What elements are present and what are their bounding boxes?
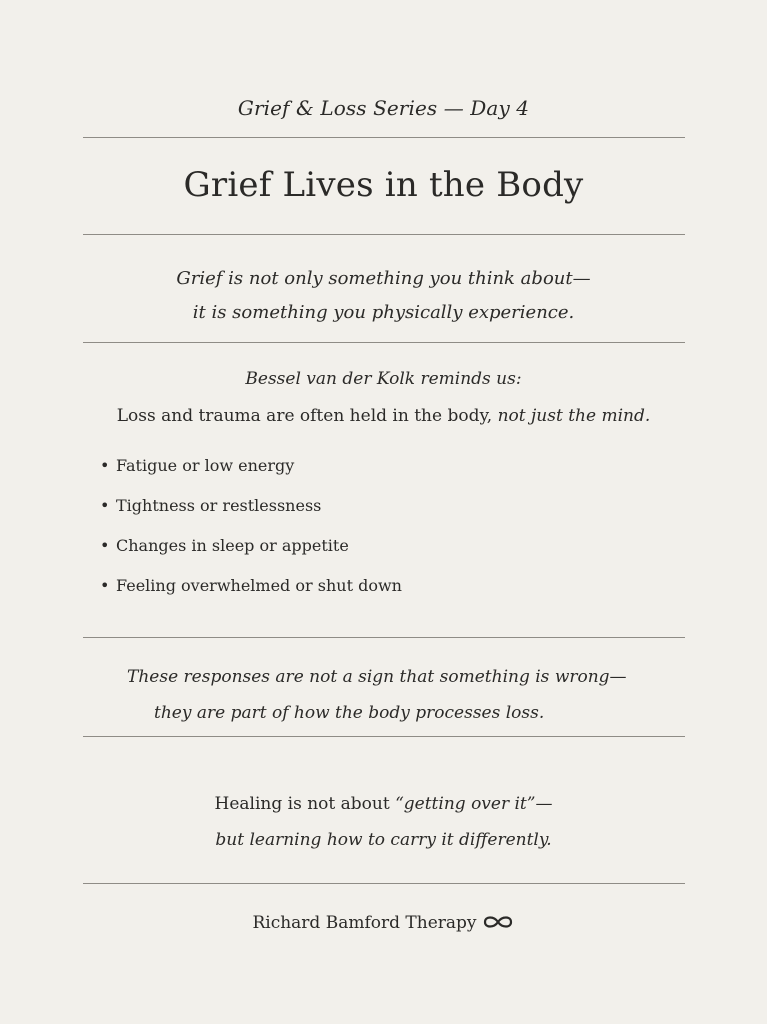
divider — [83, 883, 685, 884]
healing-emphasis: “getting over it”— — [395, 794, 553, 814]
divider — [83, 137, 685, 138]
list-item-label: Fatigue or low energy — [116, 456, 295, 475]
list-item — [100, 456, 402, 496]
bullet-icon: • — [100, 496, 110, 515]
page-title: Grief Lives in the Body — [183, 165, 584, 205]
list-item — [100, 536, 402, 576]
series-label: Grief & Loss Series — Day 4 — [237, 96, 530, 120]
attribution: Bessel van der Kolk reminds us: — [245, 369, 522, 389]
list-item-label: Feeling overwhelmed or shut down — [116, 576, 402, 595]
bullet-icon: • — [100, 536, 110, 555]
reassurance-line-2: they are part of how the body processes loss. — [154, 703, 545, 723]
divider — [83, 736, 685, 737]
statement — [0, 406, 767, 426]
healing-quote — [0, 786, 767, 858]
list-item — [100, 496, 402, 536]
list-item — [100, 576, 402, 616]
symptom-list — [100, 456, 402, 616]
bullet-icon: • — [100, 456, 110, 475]
brand-name: Richard Bamford Therapy — [252, 913, 477, 933]
statement-emphasis: not just the mind. — [497, 406, 651, 426]
reassurance-line-1: These responses are not a sign that something is wrong— — [127, 667, 627, 687]
healing-text: Healing is not about — [214, 794, 390, 814]
infinity-icon — [481, 914, 515, 935]
divider — [83, 234, 685, 235]
divider — [83, 637, 685, 638]
divider — [83, 342, 685, 343]
intro-quote — [0, 262, 767, 330]
reassurance-quote — [127, 659, 627, 731]
healing-line-2: but learning how to carry it differently. — [215, 830, 552, 850]
bullet-icon: • — [100, 576, 110, 595]
list-item-label: Changes in sleep or appetite — [116, 536, 349, 555]
intro-line-1: Grief is not only something you think about— — [176, 268, 591, 289]
healing-line-1 — [0, 786, 767, 822]
list-item-label: Tightness or restlessness — [116, 496, 322, 515]
statement-text: Loss and trauma are often held in the body, — [116, 406, 493, 426]
intro-line-2: it is something you physically experience. — [192, 302, 575, 323]
footer-brand — [0, 913, 767, 935]
